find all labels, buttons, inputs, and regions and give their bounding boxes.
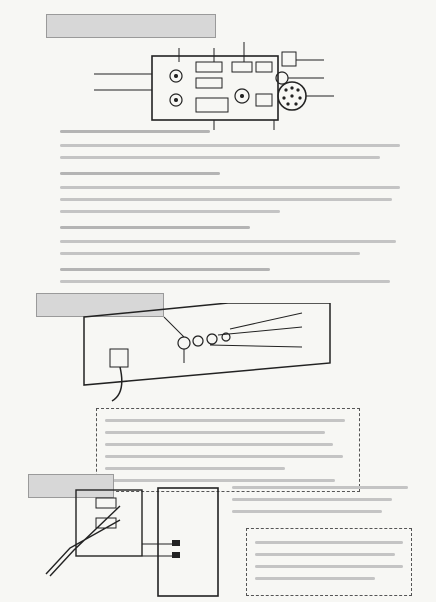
memo-box-1 [96,408,360,492]
memo-box-2 [246,528,412,596]
connector-notes [60,128,410,288]
wiring-notes [232,484,412,514]
section-heading-connector [46,14,216,38]
wiring-diagram [40,484,230,598]
tv-connection-illustration [40,484,230,598]
console-side-illustration [80,303,410,403]
video-adjustment-diagram [80,303,410,403]
